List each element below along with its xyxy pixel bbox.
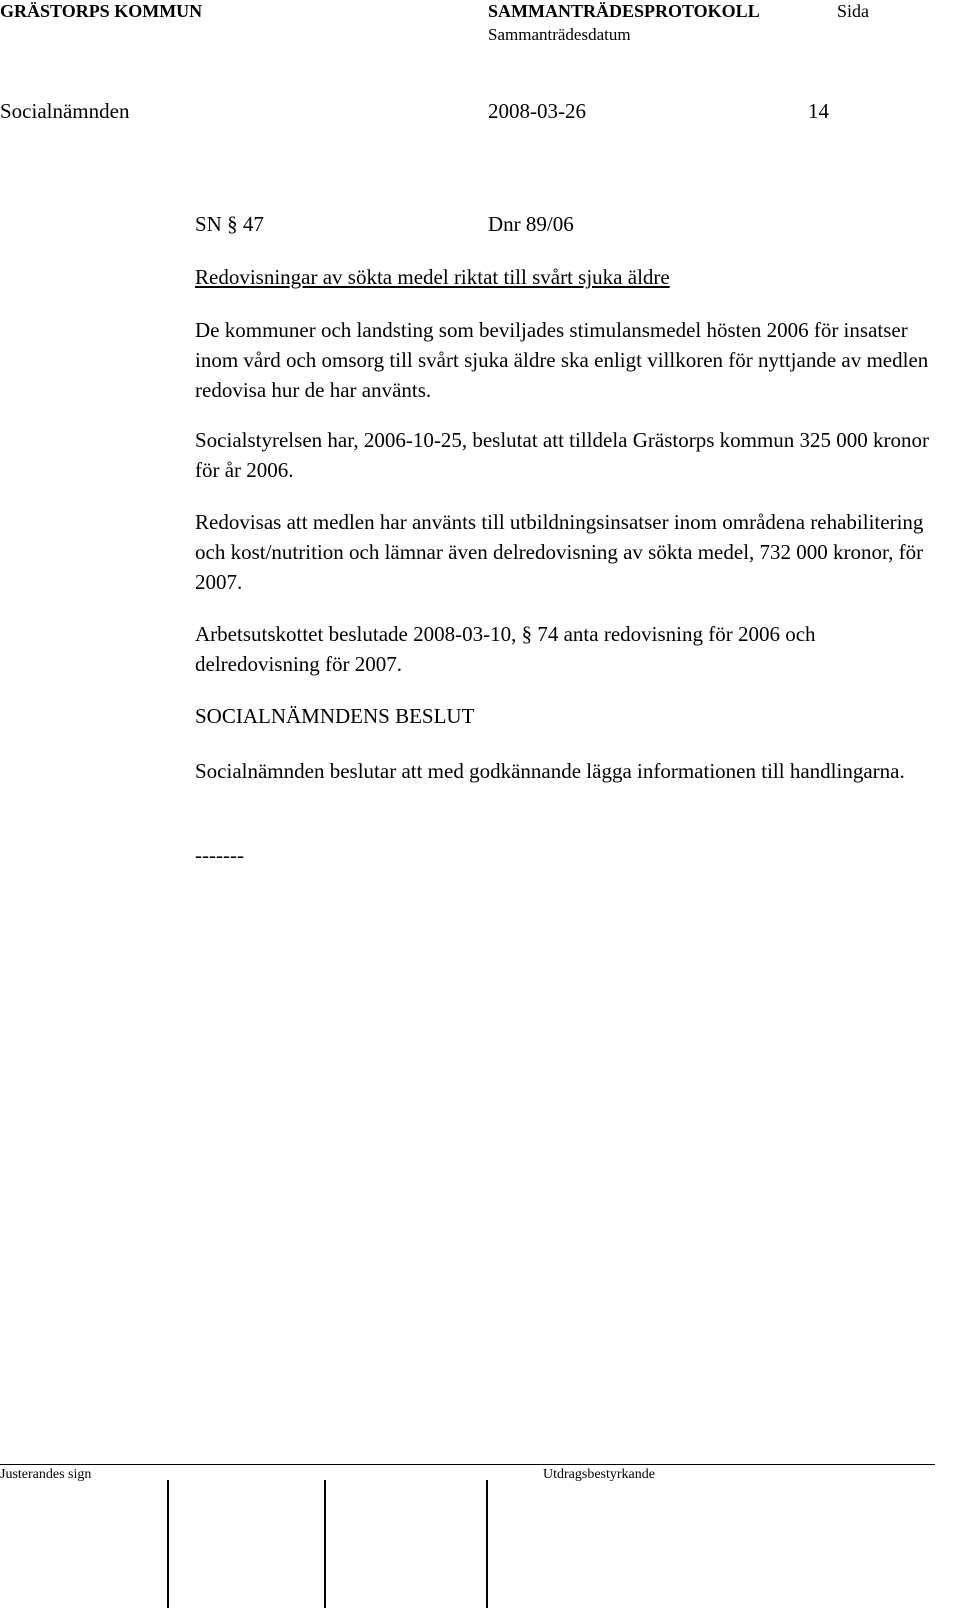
paragraph-allocation: Socialstyrelsen har, 2006-10-25, beslutat att tilldela Grästorps kommun 325 000 kronor för år 2006.: [195, 428, 930, 482]
decision-text: Socialnämnden beslutar att med godkännande lägga informationen till handlingarna.: [195, 759, 905, 783]
signature-box-divider: [486, 1480, 488, 1608]
meeting-date-label: Sammanträdesdatum: [488, 25, 631, 44]
page-label: Sida: [837, 1, 870, 21]
meeting-date: 2008-03-26: [488, 99, 586, 123]
signature-label: Justerandes sign: [0, 1467, 92, 1482]
committee-name: Socialnämnden: [0, 99, 130, 123]
case-number: SN § 47: [195, 212, 264, 236]
paragraph-background: De kommuner och landsting som beviljades stimulansmedel hösten 2006 för insatser inom vård och omsorg till svårt sjuka äldre ska enligt villkoren för nyttjande av medlen redovisa hur de har använts.: [195, 318, 929, 402]
organization-name: GRÄSTORPS KOMMUN: [0, 1, 203, 21]
footer-divider: [0, 1464, 935, 1465]
paragraph-committee-decision: Arbetsutskottet beslutade 2008-03-10, § 74 anta redovisning för 2006 och delredovisning för 2007.: [195, 622, 816, 676]
paragraph-usage-report: Redovisas att medlen har använts till utbildningsinsatser inom områdena rehabilitering och kost/nutrition och lämnar även delredovisning av sökta medel, 732 000 kronor, för 2007.: [195, 510, 924, 594]
document-type: SAMMANTRÄDESPROTOKOLL: [488, 1, 760, 21]
case-subject: Redovisningar av sökta medel riktat till svårt sjuka äldre: [195, 265, 670, 289]
signature-box-divider: [167, 1480, 169, 1608]
diary-number: Dnr 89/06: [488, 212, 574, 236]
signature-box-divider: [324, 1480, 326, 1608]
decision-heading: SOCIALNÄMNDENS BESLUT: [195, 704, 475, 728]
extract-certification-label: Utdragsbestyrkande: [543, 1467, 655, 1482]
page-number: 14: [808, 99, 829, 123]
section-separator: -------: [195, 843, 244, 867]
